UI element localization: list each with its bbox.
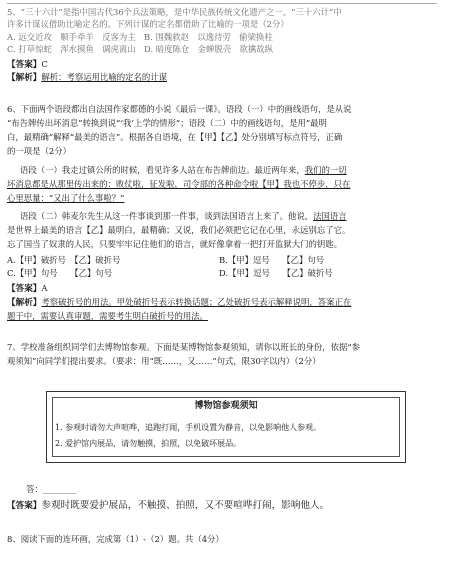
- q6-option-row-1: [7, 255, 442, 266]
- q6-stem-4: 的一项是（2分）: [7, 146, 71, 156]
- q7-answer-label: 【答案】: [7, 501, 42, 511]
- museum-notice-item-1: 1. 参观时请勿大声喧哗，追跑打闹，手机设置为静音，以免影响他人参观。: [55, 423, 322, 432]
- q6-option-a: A.【甲】破折号 【乙】破折号: [7, 255, 121, 265]
- q6-passage-2-line-2: 是世界上最美的语言【乙】最明白，最精确；又说，我们必须把它记在心里，永远别忘了它。: [7, 225, 351, 235]
- q6-passage-1-text: 语段（一）我走过镇公所的时候，看见许多人站在布告牌前边。最近两年来，: [20, 165, 305, 175]
- q5-answer-line: [7, 59, 442, 71]
- q7-answer-prompt: 答：________: [26, 484, 77, 494]
- q6-analysis-text: 考察破折号的用法。甲处破折号表示转换话题；乙处破折号表示解释说明，答案正在: [41, 297, 352, 307]
- q6-option-d: D.【甲】逗号 【乙】破折号: [219, 268, 333, 278]
- q7-answer: 参观时既要爱护展品，不触摸、拍照，又不要喧哗打闹，影响他人。: [41, 500, 330, 511]
- q6-analysis-line-1: [7, 297, 442, 309]
- q6-passage-2-line-1: [20, 211, 442, 222]
- q6-passage-2-line-3: 忘了国当了奴隶的人民，只要牢牢记住他们的语言，就好像拿着一把打开监狱大门的钥匙。: [7, 239, 342, 249]
- museum-notice-box: [46, 391, 406, 463]
- q8-stem: 8、阅读下面的连环画，完成第（1）-（2）题。共（4分）: [7, 534, 224, 544]
- q6-passage-1-underline: 我们的一切: [304, 165, 347, 175]
- museum-notice-item-2: 2. 爱护馆内展品，请勿触摸，拍照，以免破坏展品。: [55, 439, 242, 448]
- q5-option-row-2: C. 打草惊蛇 浑水摸鱼 调虎离山 D. 暗度陈仓 金蝉脱壳 欲擒故纵: [7, 44, 274, 54]
- q6-answer: A: [41, 283, 48, 293]
- q6-analysis-label: 【解析】: [7, 298, 42, 308]
- q5-answer: C: [41, 59, 48, 69]
- q6-stem-2: “布告牌传出坏消息”转换到说“‘我’上学的情形”；语段（二）中的画线语句，是用“最明: [7, 118, 327, 128]
- q6-analysis-line-2: 题干中，需要认真审题，需要考生明白破折号的用法。: [7, 311, 208, 321]
- q6-option-c: C.【甲】句号 【乙】句号: [7, 268, 113, 278]
- q7-stem-1: 7、学校准备组织同学们去博物馆参观。下面是某博物馆参观须知，请你以班长的身份，依据“参: [7, 342, 360, 352]
- q6-passage-1-line-3: 心里思量：“又出了什么事啦？”: [7, 193, 125, 203]
- q6-stem-3: 白，最精确”解释“最美的语言”。根据各自语境，在【甲】【乙】处分别填写标点符号，正确: [7, 132, 343, 142]
- q6-answer-label: 【答案】: [7, 284, 42, 294]
- q6-stem-1: 6、下面两个语段都出自法国作家都德的小说《最后一课》。语段（一）中的画线语句，是从说: [7, 104, 352, 114]
- q5-stem: 5、“三十六计”是指中国古代36个兵法策略，是中华民族传统文化遗产之一。“三十六计”中: [7, 7, 342, 17]
- q6-option-b: B.【甲】逗号 【乙】句号: [219, 255, 325, 265]
- q5-answer-label: 【答案】: [7, 60, 42, 70]
- q5-analysis-line: [7, 72, 442, 84]
- q5-analysis-label: 【解析】: [7, 73, 42, 83]
- q6-option-row-2: [7, 268, 442, 279]
- q6-passage-2-underline: 法国语言: [313, 211, 347, 221]
- q5-stem-2: 许多计谋议借助比喻定名的。下列计谋的定名都借助了比喻的一项是（2分）: [7, 19, 289, 29]
- q6-passage-2-text: 语段（二）韩麦尔先生从这一件事谈到那一件事，谈到法国语言上来了。他说，: [20, 211, 314, 221]
- q6-answer-line: [7, 283, 442, 295]
- q6-passage-1-line-2: 坏消息都是从那里传出来的：败仗啦，征发啦，司令部的各种命令啦【甲】我也不停步，只在: [7, 179, 351, 189]
- q7-stem-2: 观须知”向同学们提出要求。（要求：用“既……，又……”句式，限30字以内）（2分）: [7, 356, 321, 366]
- q5-analysis: 解析：考察运用比喻的定名的计谋: [41, 72, 168, 82]
- top-divider: [7, 3, 437, 4]
- q6-passage-1-line-1: [20, 165, 442, 176]
- museum-notice-title: 博物馆参观须知: [194, 401, 258, 411]
- q7-answer-line: [7, 499, 442, 513]
- q5-option-row-1: A. 远交近攻 顺手牵羊 反客为主 B. 围魏救赵 以逸待劳 偷梁换柱: [7, 32, 273, 42]
